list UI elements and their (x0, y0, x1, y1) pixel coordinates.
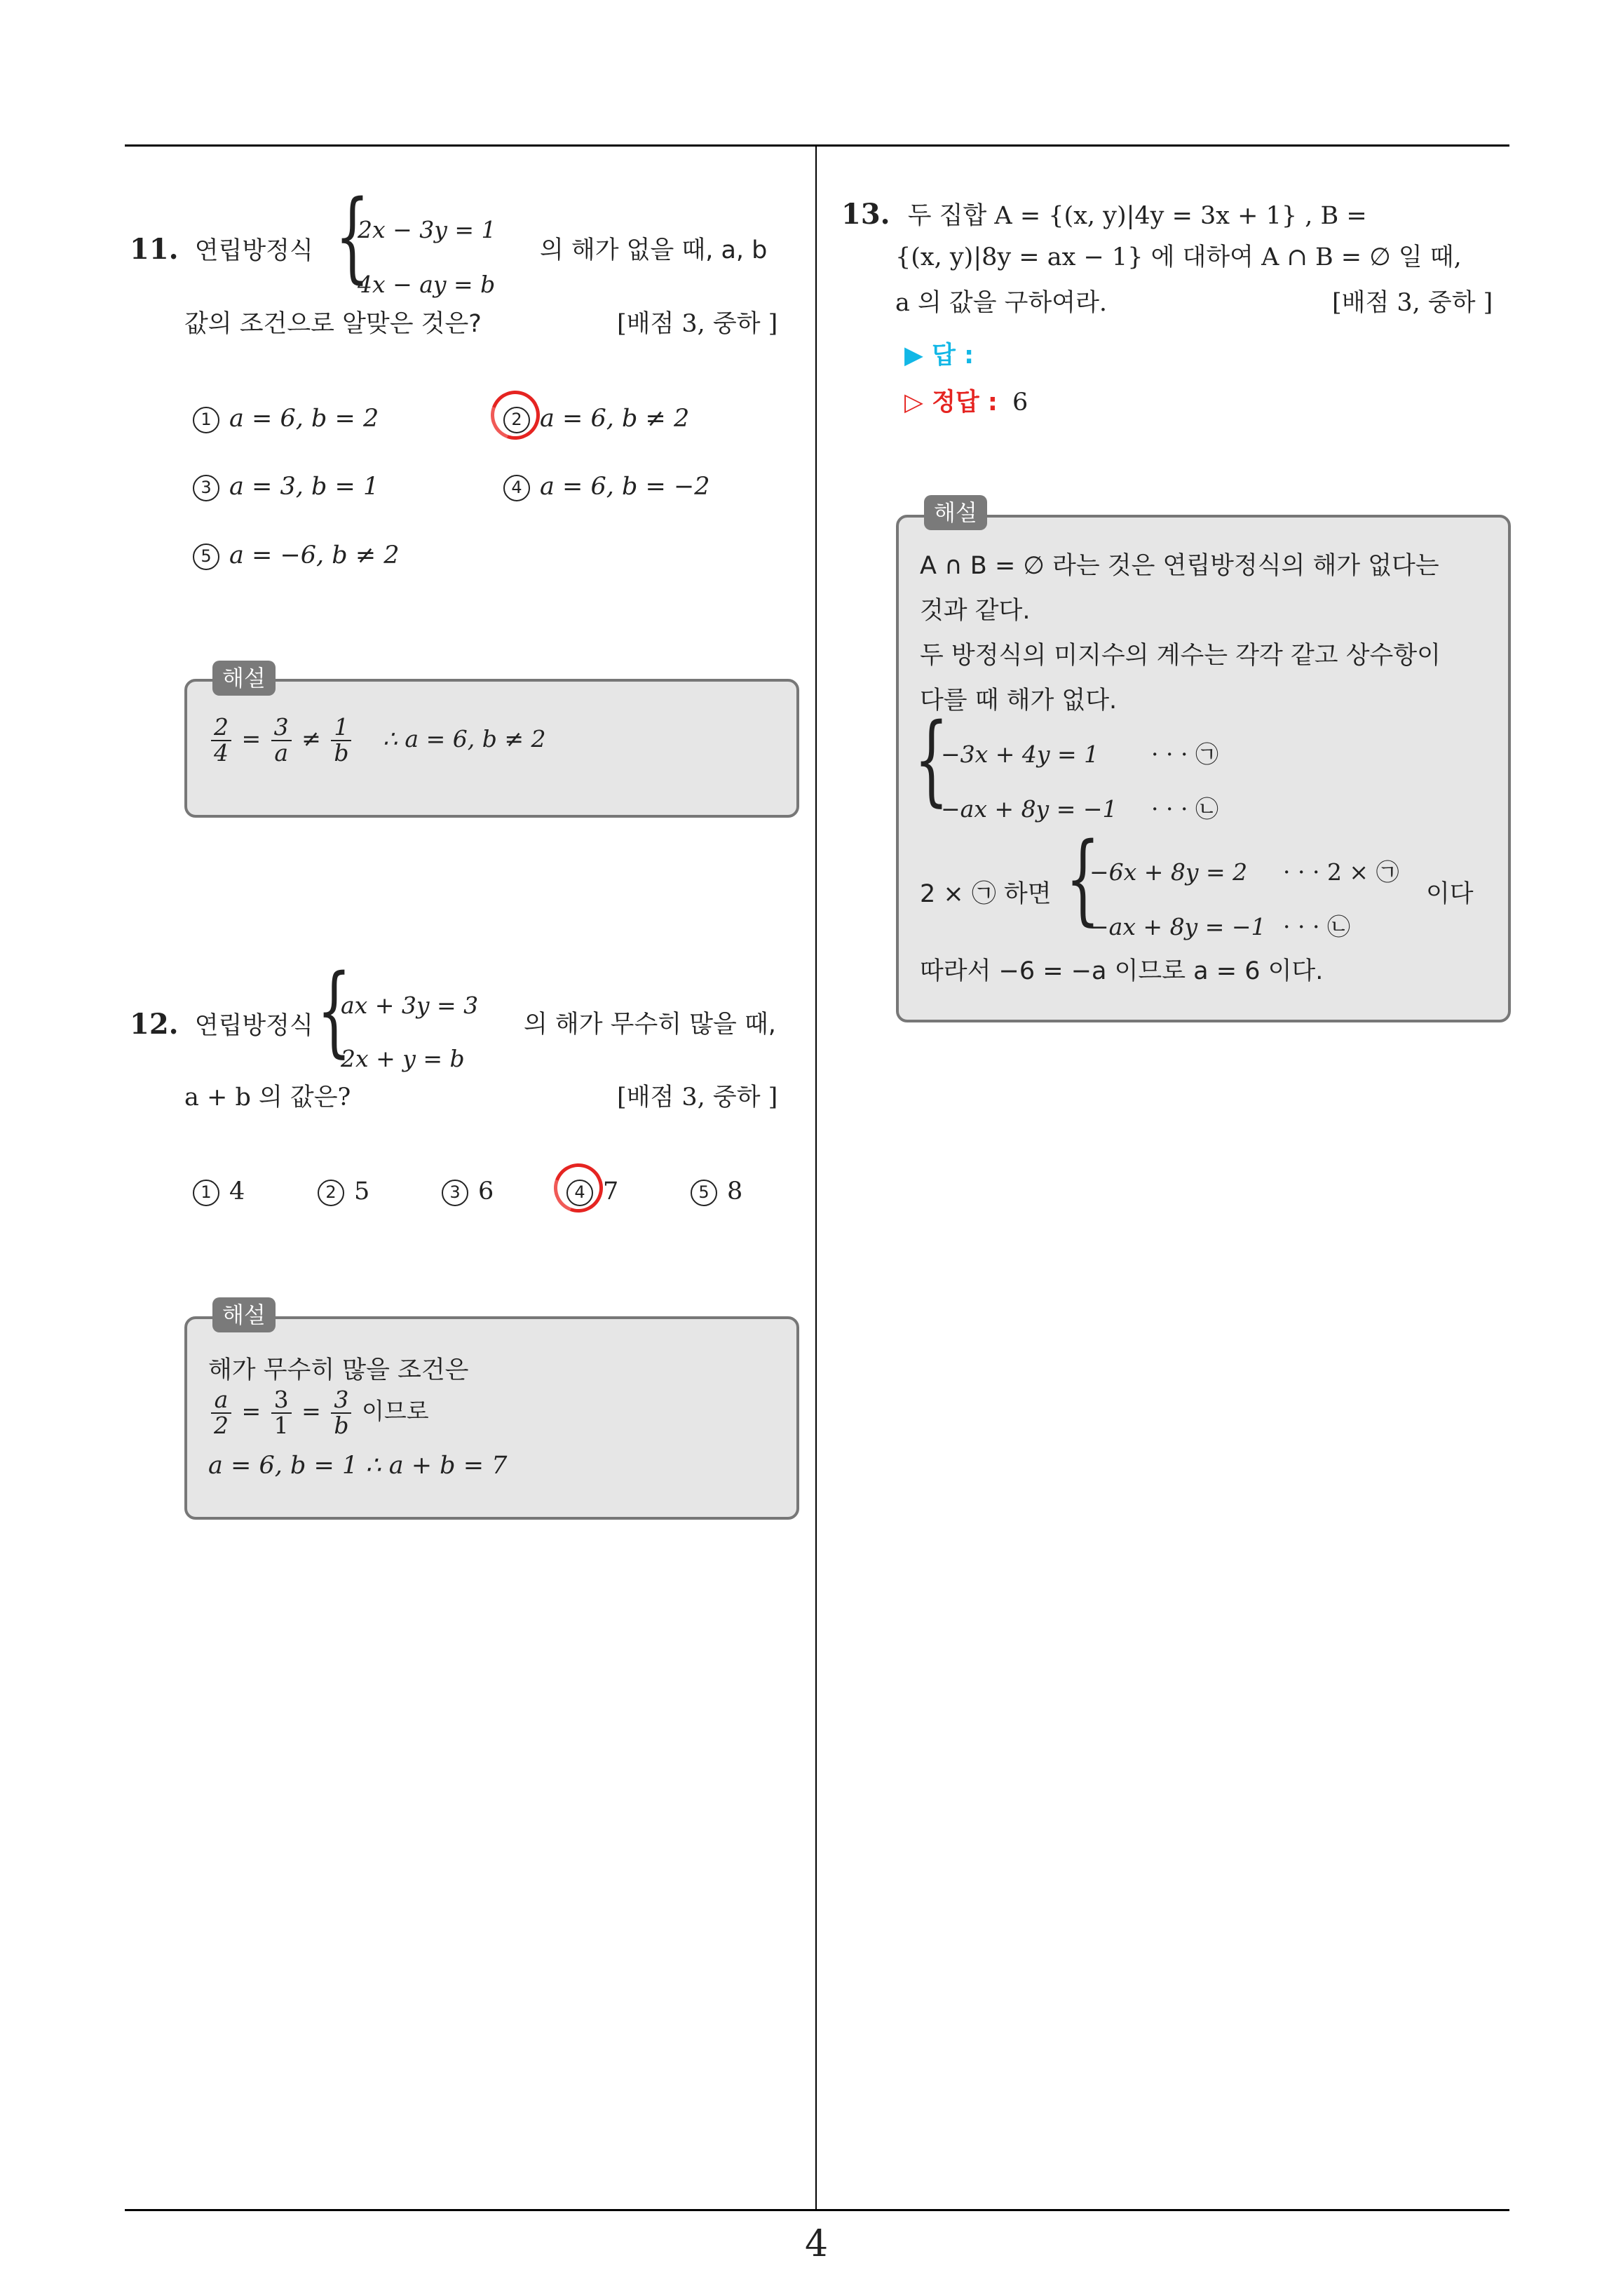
choice-mark: 4 (503, 475, 530, 501)
q11-line2: 값의 조건으로 알맞은 것은? (184, 310, 482, 338)
system2-prefix: 2 × ㉠ 하면 (920, 880, 1052, 908)
system2-suffix: 이다 (1426, 880, 1474, 908)
system2-brace: { (1066, 822, 1100, 936)
choice-text: 7 (603, 1177, 619, 1206)
q13-solution-box (896, 515, 1511, 1022)
choice-text: 4 (229, 1177, 245, 1206)
question-number: 13. (841, 198, 890, 231)
q12-lead: 연립방정식 (194, 1012, 313, 1040)
choice-text: 5 (354, 1177, 370, 1206)
q11-eq2: 4x − ay = b (358, 271, 496, 298)
q12-line2 (184, 1079, 351, 1116)
q13-line3: a 의 값을 구하여라. (895, 289, 1108, 317)
system1-eq2-tag: · · · ㉡ (1151, 795, 1218, 823)
q11-score: [배점 3, 중하 ] (617, 310, 778, 338)
choice-text: 8 (727, 1177, 743, 1206)
choice-text: 6 (478, 1177, 494, 1206)
correct-answer-label: ▷ 정답 : (904, 389, 998, 417)
q12-solution-box (184, 1316, 799, 1520)
q13-line1 (841, 193, 1367, 236)
choice-mark: 1 (193, 407, 219, 433)
q12-solution-line3: a = 6, b = 1 ∴ a + b = 7 (208, 1452, 508, 1480)
choice-text: a = −6, b ≠ 2 (229, 541, 400, 569)
q11-eq1: 2x − 3y = 1 (358, 216, 496, 243)
choice-mark: 1 (193, 1180, 219, 1206)
q13-score: [배점 3, 중하 ] (1332, 289, 1493, 317)
page-number: 4 (805, 2223, 829, 2265)
choice-text: a = 6, b = −2 (540, 473, 710, 501)
system2-eq1: −6x + 8y = 2 (1089, 858, 1248, 886)
choice-text: a = 3, b = 1 (229, 473, 379, 501)
q12-line2-text: a + b 의 값은? (184, 1083, 351, 1112)
q11-tail: 의 해가 없을 때, a, b (540, 236, 768, 264)
q12-solution-tag: 해설 (212, 1297, 276, 1332)
system2-eq2-tag: · · · ㉡ (1283, 913, 1350, 940)
choice-mark: 5 (193, 543, 219, 570)
answer-input-label[interactable]: ▶ 답 : (904, 342, 975, 370)
system1-brace: { (914, 703, 949, 817)
q13-solution-last: 따라서 −6 = −a 이므로 a = 6 이다. (920, 957, 1324, 985)
q12-eq2: 2x + y = b (341, 1045, 465, 1072)
choice-text: a = 6, b = 2 (229, 405, 379, 433)
q12-solution-line2: $\frac{a}{2}$ = $\frac{3}{1}$ = $\frac{3}{b}$ 이므로 (208, 1388, 429, 1438)
choice-mark: 4 (566, 1180, 593, 1206)
choice-mark: 3 (442, 1180, 468, 1206)
q12-brace: { (317, 954, 351, 1068)
system2-eq1-tag: · · · 2 × ㉠ (1283, 858, 1399, 886)
q13-line2: {(x, y)|8y = ax − 1} 에 대하여 A ∩ B = ∅ 일 때, (895, 243, 1462, 271)
bottom-rule (125, 2209, 1509, 2211)
q12-choice-1[interactable] (193, 1173, 245, 1210)
system1-eq1: −3x + 4y = 1 (941, 741, 1099, 768)
q12-tail: 의 해가 무수히 많을 때, (524, 1011, 776, 1039)
correct-answer (904, 384, 1028, 421)
choice-mark: 5 (691, 1180, 717, 1206)
question-13 (0, 0, 1623, 1052)
q12-score: [배점 3, 중하 ] (617, 1083, 778, 1112)
choice-text: a = 6, b ≠ 2 (540, 405, 690, 433)
q11-lead: 연립방정식 (194, 237, 313, 265)
q11-solution-tag: 해설 (212, 661, 276, 696)
q12-eq1: ax + 3y = 3 (341, 992, 479, 1019)
q13-solution-tag: 해설 (924, 495, 987, 530)
q12-choice-5[interactable] (691, 1173, 742, 1210)
choice-mark: 2 (503, 407, 530, 433)
selected-answer-mark (545, 1155, 611, 1220)
choice-mark: 2 (318, 1180, 344, 1206)
q12-choice-2[interactable] (318, 1173, 369, 1210)
choice-mark: 3 (193, 475, 219, 501)
system1-eq1-tag: · · · ㉠ (1151, 741, 1218, 768)
q12-choice-3[interactable] (442, 1173, 494, 1210)
correct-answer-value: 6 (1012, 389, 1028, 417)
q11-solution-eq: $\frac{2}{4}$ = $\frac{3}{a}$ ≠ $\frac{1}{b}$ ∴ a = 6, b ≠ 2 (208, 715, 545, 765)
system1-eq2: −ax + 8y = −1 (941, 795, 1118, 823)
q13-solution-line4: 다를 때 해가 없다. (920, 687, 1118, 715)
question-number: 12. (130, 1008, 179, 1041)
q13-line1-text: 두 집합 A = {(x, y)|4y = 3x + 1} , B = (907, 202, 1367, 230)
system2-eq2: −ax + 8y = −1 (1089, 913, 1266, 940)
q13-solution-line2: 것과 같다. (920, 597, 1031, 625)
q12-solution-line1: 해가 무수히 많을 조건은 (208, 1356, 469, 1384)
question-number: 11. (130, 233, 179, 266)
q11-brace: { (335, 180, 369, 294)
q13-solution-line3: 두 방정식의 미지수의 계수는 각각 같고 상수항이 (920, 642, 1441, 670)
q13-solution-line1: A ∩ B = ∅ 라는 것은 연립방정식의 해가 없다는 (920, 552, 1439, 580)
